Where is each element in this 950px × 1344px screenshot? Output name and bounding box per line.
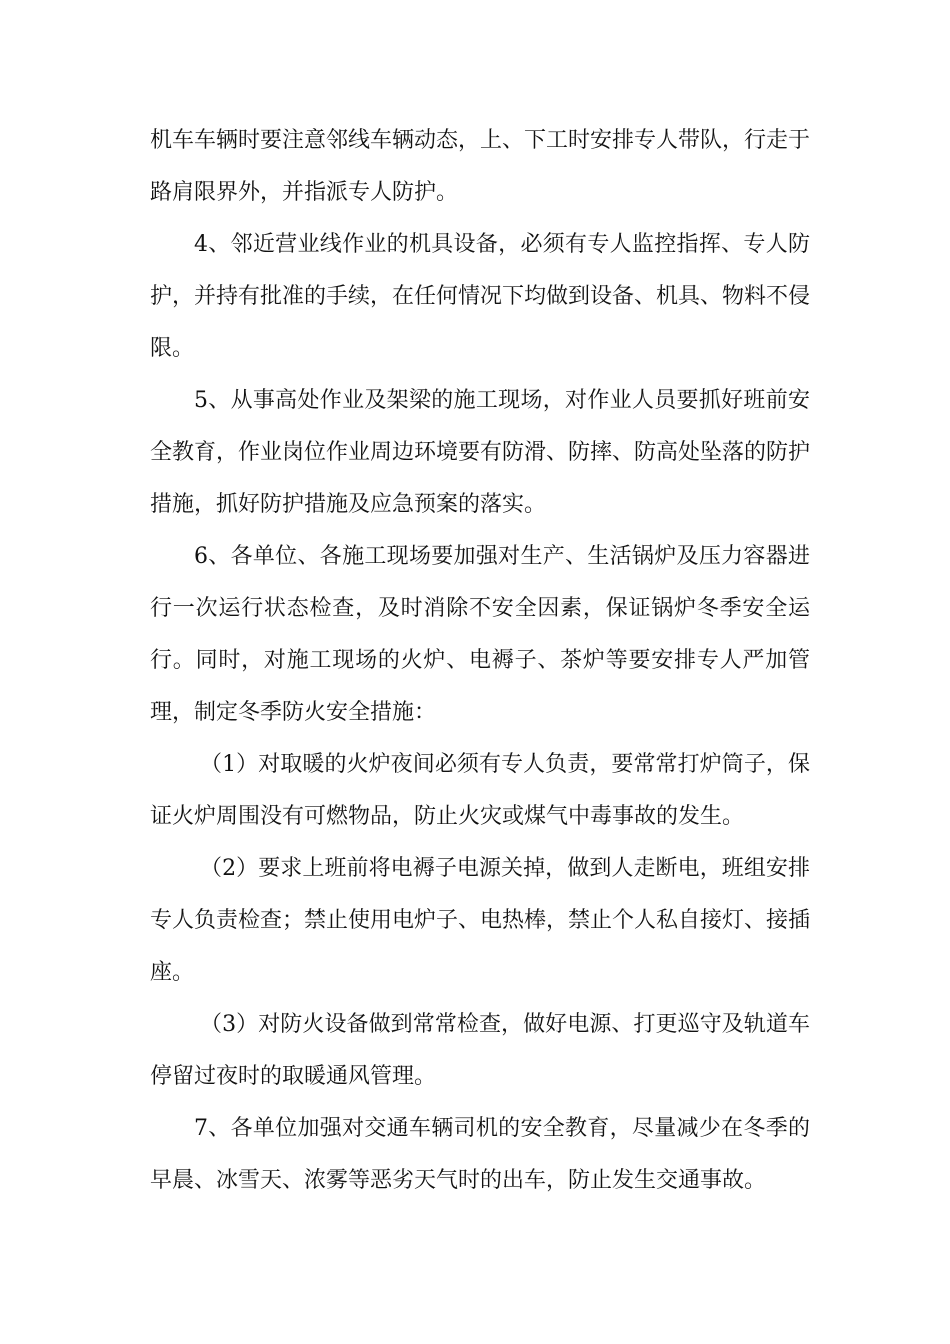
- paragraph-item-6: 6、各单位、各施工现场要加强对生产、生活锅炉及压力容器进行一次运行状态检查，及时消除不安全因素，保证锅炉冬季安全运行。同时，对施工现场的火炉、电褥子、茶炉等要安排专人严加管理，制定冬季防火安全措施：: [150, 544, 810, 725]
- paragraph-item-5: 5、从事高处作业及架梁的施工现场，对作业人员要抓好班前安全教育，作业岗位作业周边环境要有防滑、防摔、防高处坠落的防护措施，抓好防护措施及应急预案的落实。: [150, 388, 811, 517]
- paragraph-subitem-2: （2）要求上班前将电褥子电源关掉，做到人走断电，班组安排专人负责检查；禁止使用电炉子、电热棒，禁止个人私自接灯、接插座。: [150, 856, 811, 985]
- paragraph-continuation: 机车车辆时要注意邻线车辆动态，上、下工时安排专人带队，行走于路肩限界外，并指派专人防护。: [150, 128, 811, 205]
- paragraph-subitem-1: （1）对取暖的火炉夜间必须有专人负责，要常常打炉筒子，保证火炉周围没有可燃物品，防止火灾或煤气中毒事故的发生。: [150, 752, 810, 829]
- paragraph-subitem-3: （3）对防火设备做到常常检查，做好电源、打更巡守及轨道车停留过夜时的取暖通风管理。: [150, 1012, 810, 1089]
- paragraph-item-4: 4、邻近营业线作业的机具设备，必须有专人监控指挥、专人防护，并持有批准的手续，在任何情况下均做到设备、机具、物料不侵限。: [150, 232, 811, 361]
- paragraph-item-7: 7、各单位加强对交通车辆司机的安全教育，尽量减少在冬季的早晨、冰雪天、浓雾等恶劣天气时的出车，防止发生交通事故。: [150, 1116, 810, 1193]
- document-body: [150, 115, 810, 1207]
